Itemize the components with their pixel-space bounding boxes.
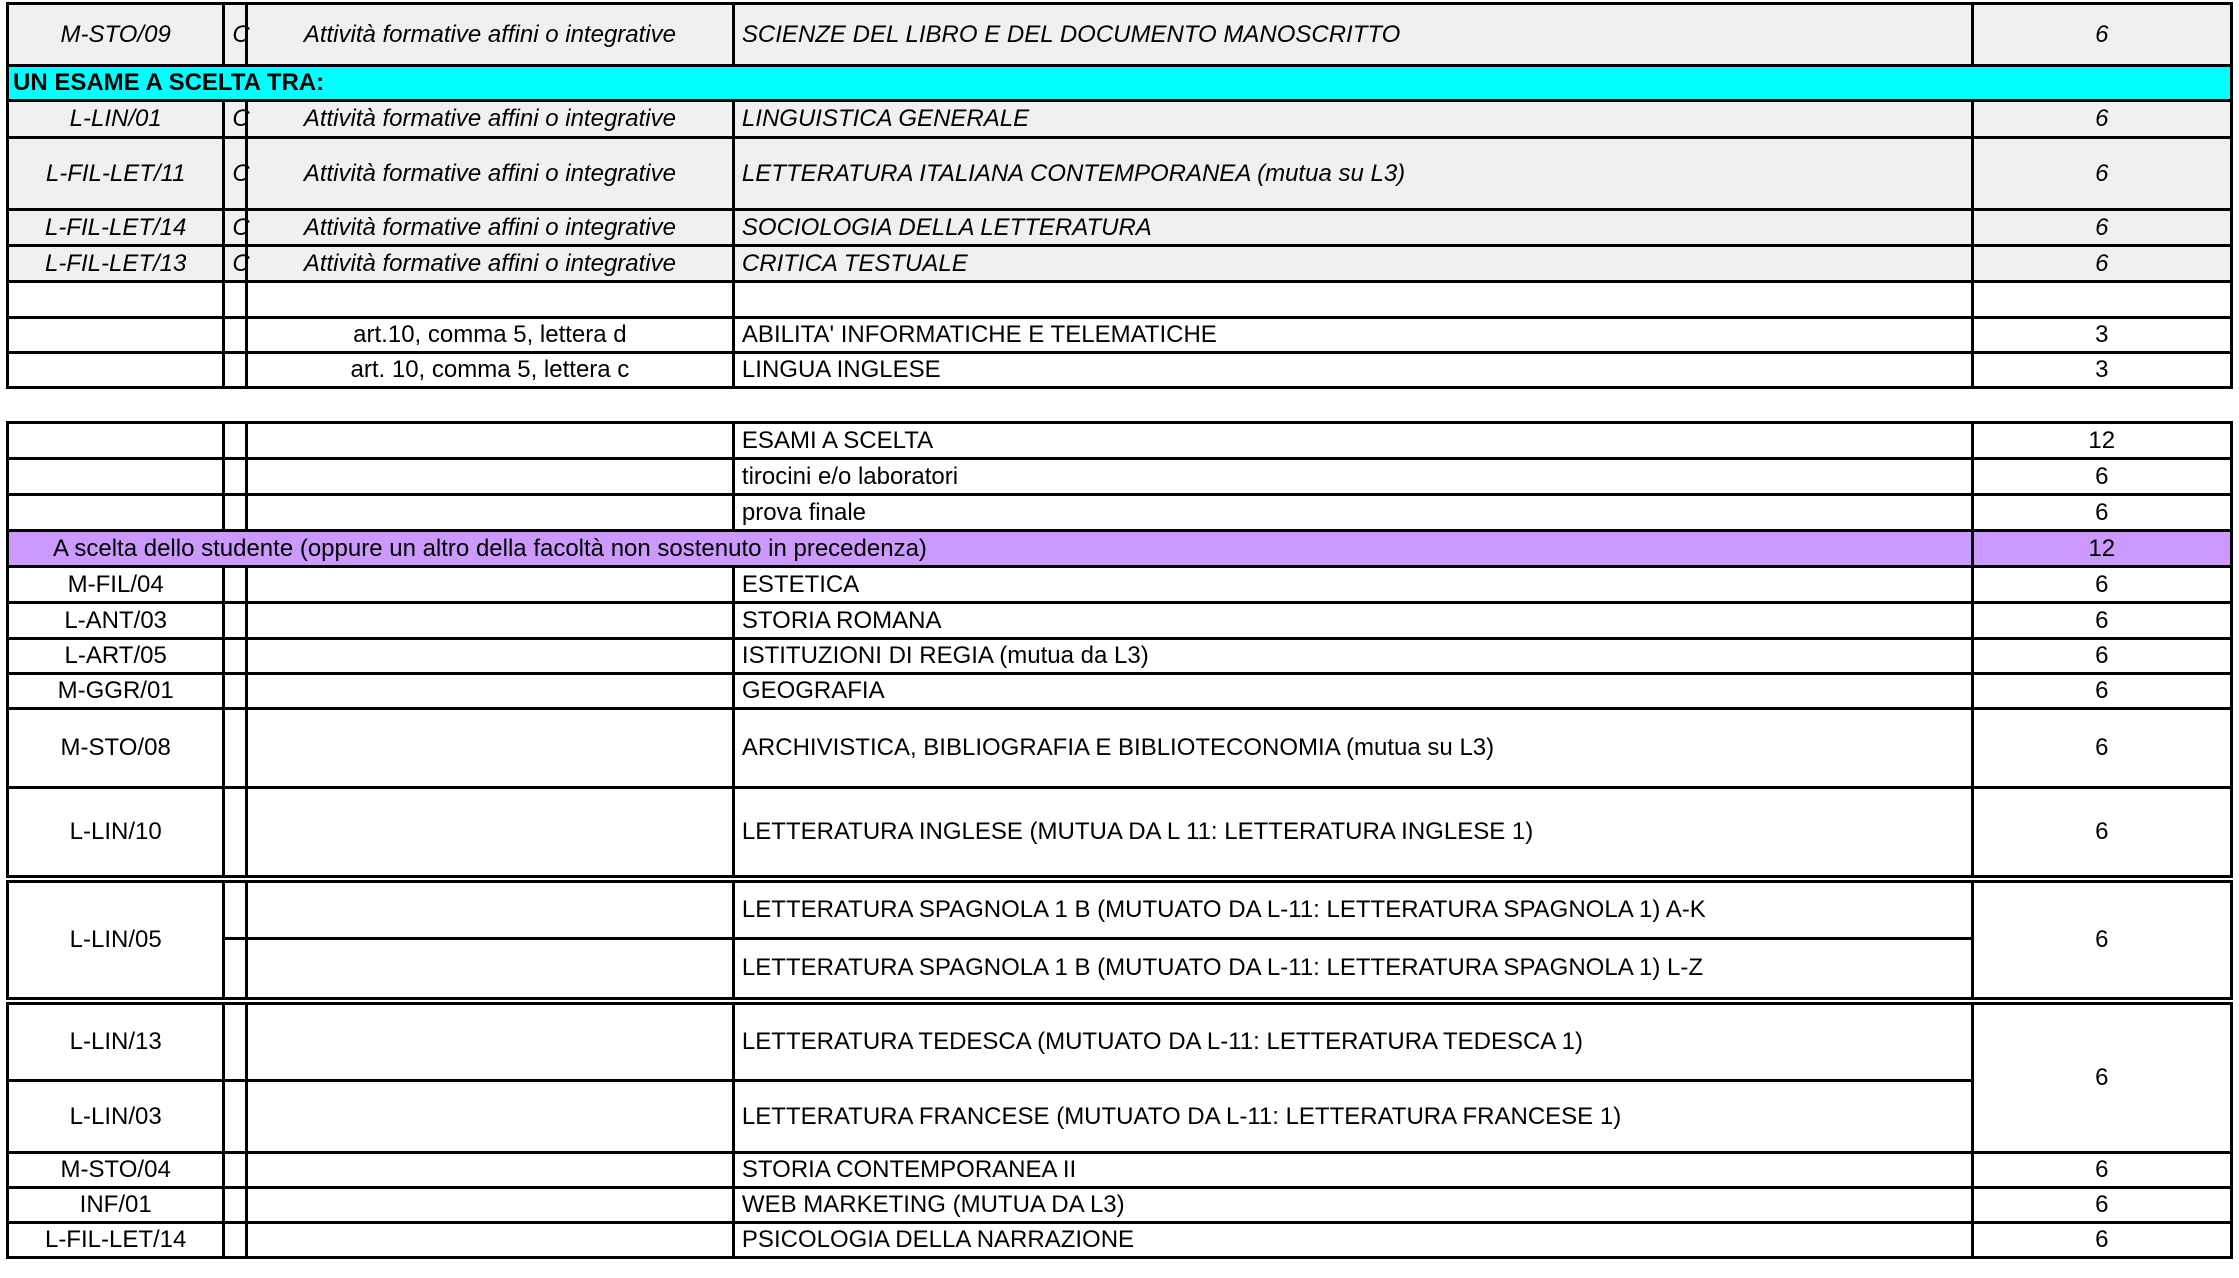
- ssd-cell: L-FIL-LET/14: [8, 1223, 224, 1258]
- ssd-cell: INF/01: [8, 1188, 224, 1223]
- ssd-cell: [8, 318, 224, 353]
- ssd-cell: [8, 459, 224, 495]
- course-cell: STORIA CONTEMPORANEA II: [733, 1153, 1972, 1188]
- activity-cell: [246, 639, 733, 674]
- course-cell: SCIENZE DEL LIBRO E DEL DOCUMENTO MANOSCRITTO: [733, 4, 1972, 66]
- table-row: [8, 318, 2232, 353]
- ssd-cell: L-LIN/05: [8, 879, 224, 1001]
- cfu-cell: [1972, 282, 2231, 318]
- type-cell: C: [224, 138, 247, 210]
- cfu-cell: 6: [1972, 1188, 2231, 1223]
- ssd-cell: L-LIN/13: [8, 1001, 224, 1081]
- section-header: UN ESAME A SCELTA TRA:: [8, 66, 2232, 101]
- cfu-cell: 12: [1972, 423, 2231, 459]
- activity-cell: art.10, comma 5, lettera d: [246, 318, 733, 353]
- table-row: [8, 4, 2232, 66]
- activity-cell: [246, 423, 733, 459]
- course-cell: LINGUISTICA GENERALE: [733, 101, 1972, 138]
- course-cell: STORIA ROMANA: [733, 603, 1972, 639]
- ssd-cell: [8, 423, 224, 459]
- course-cell: LETTERATURA SPAGNOLA 1 B (MUTUATO DA L-11: LETTERATURA SPAGNOLA 1) L-Z: [733, 939, 1972, 1001]
- table-row: [8, 1223, 2232, 1258]
- course-cell: prova finale: [733, 495, 1972, 531]
- cfu-cell: 6: [1972, 246, 2231, 282]
- course-cell: GEOGRAFIA: [733, 674, 1972, 709]
- course-cell: SOCIOLOGIA DELLA LETTERATURA: [733, 210, 1972, 246]
- cfu-cell: 6: [1972, 495, 2231, 531]
- section-header-row: [8, 66, 2232, 101]
- type-cell: C: [224, 246, 247, 282]
- cfu-cell: 3: [1972, 318, 2231, 353]
- table-row: [8, 939, 2232, 1001]
- type-cell: [224, 1081, 247, 1153]
- activity-cell: Attività formative affini o integrative: [246, 138, 733, 210]
- ssd-cell: L-ANT/03: [8, 603, 224, 639]
- type-cell: [224, 639, 247, 674]
- type-cell: [224, 1153, 247, 1188]
- activity-cell: [246, 939, 733, 1001]
- type-cell: [224, 353, 247, 388]
- activity-cell: [246, 1153, 733, 1188]
- type-cell: C: [224, 101, 247, 138]
- table-row: [8, 674, 2232, 709]
- cfu-cell: 6: [1972, 788, 2231, 879]
- activity-cell: Attività formative affini o integrative: [246, 4, 733, 66]
- type-cell: [224, 1188, 247, 1223]
- course-cell: ESTETICA: [733, 567, 1972, 603]
- course-cell: ESAMI A SCELTA: [733, 423, 1972, 459]
- ssd-cell: [8, 353, 224, 388]
- cfu-cell: 6: [1972, 459, 2231, 495]
- activity-cell: [246, 1188, 733, 1223]
- type-cell: [224, 423, 247, 459]
- table-row: [8, 495, 2232, 531]
- type-cell: [224, 495, 247, 531]
- ssd-cell: [8, 282, 224, 318]
- ssd-cell: L-FIL-LET/14: [8, 210, 224, 246]
- cfu-cell: 6: [1972, 674, 2231, 709]
- table-row: [8, 603, 2232, 639]
- course-cell: LETTERATURA FRANCESE (MUTUATO DA L-11: LETTERATURA FRANCESE 1): [733, 1081, 1972, 1153]
- activity-cell: [246, 603, 733, 639]
- type-cell: C: [224, 210, 247, 246]
- course-cell: [733, 282, 1972, 318]
- table-row: [8, 1153, 2232, 1188]
- table-row: [8, 639, 2232, 674]
- ssd-cell: L-LIN/10: [8, 788, 224, 879]
- table-row: [8, 210, 2232, 246]
- course-cell: LETTERATURA INGLESE (MUTUA DA L 11: LETTERATURA INGLESE 1): [733, 788, 1972, 879]
- type-cell: [224, 318, 247, 353]
- elective-header-row: [8, 531, 2232, 567]
- activity-cell: [246, 674, 733, 709]
- table-row: [8, 709, 2232, 788]
- cfu-cell: 3: [1972, 353, 2231, 388]
- ssd-cell: L-LIN/03: [8, 1081, 224, 1153]
- exam-table-top: [6, 2, 2233, 389]
- cfu-cell: 6: [1972, 1223, 2231, 1258]
- course-cell: LETTERATURA TEDESCA (MUTUATO DA L-11: LETTERATURA TEDESCA 1): [733, 1001, 1972, 1081]
- ssd-cell: L-ART/05: [8, 639, 224, 674]
- type-cell: [224, 1223, 247, 1258]
- course-cell: PSICOLOGIA DELLA NARRAZIONE: [733, 1223, 1972, 1258]
- table-row: [8, 879, 2232, 939]
- type-cell: [224, 1001, 247, 1081]
- table-row: [8, 101, 2232, 138]
- ssd-cell: M-GGR/01: [8, 674, 224, 709]
- type-cell: [224, 674, 247, 709]
- cfu-cell: 6: [1972, 101, 2231, 138]
- cfu-cell: 6: [1972, 567, 2231, 603]
- cfu-cell: 6: [1972, 639, 2231, 674]
- course-cell: LETTERATURA SPAGNOLA 1 B (MUTUATO DA L-11: LETTERATURA SPAGNOLA 1) A-K: [733, 879, 1972, 939]
- ssd-cell: L-LIN/01: [8, 101, 224, 138]
- activity-cell: [246, 495, 733, 531]
- elective-header: A scelta dello studente (oppure un altro della facoltà non sostenuto in precedenza): [8, 531, 1973, 567]
- course-cell: tirocini e/o laboratori: [733, 459, 1972, 495]
- ssd-cell: M-STO/08: [8, 709, 224, 788]
- cfu-cell: 6: [1972, 138, 2231, 210]
- course-cell: ISTITUZIONI DI REGIA (mutua da L3): [733, 639, 1972, 674]
- cfu-cell: 6: [1972, 210, 2231, 246]
- ssd-cell: M-FIL/04: [8, 567, 224, 603]
- activity-cell: [246, 1001, 733, 1081]
- table-row: [8, 246, 2232, 282]
- course-cell: LINGUA INGLESE: [733, 353, 1972, 388]
- cfu-cell: 6: [1972, 879, 2231, 1001]
- cfu-cell: 6: [1972, 1001, 2231, 1153]
- ssd-cell: L-FIL-LET/13: [8, 246, 224, 282]
- table-row: [8, 788, 2232, 879]
- type-cell: [224, 567, 247, 603]
- activity-cell: [246, 879, 733, 939]
- activity-cell: [246, 459, 733, 495]
- type-cell: [224, 459, 247, 495]
- activity-cell: Attività formative affini o integrative: [246, 246, 733, 282]
- activity-cell: [246, 1223, 733, 1258]
- activity-cell: Attività formative affini o integrative: [246, 101, 733, 138]
- table-row: [8, 1081, 2232, 1153]
- course-cell: CRITICA TESTUALE: [733, 246, 1972, 282]
- type-cell: [224, 709, 247, 788]
- type-cell: [224, 603, 247, 639]
- ssd-cell: M-STO/04: [8, 1153, 224, 1188]
- table-row: [8, 138, 2232, 210]
- table-row: [8, 353, 2232, 388]
- type-cell: [224, 282, 247, 318]
- cfu-cell: 6: [1972, 709, 2231, 788]
- course-cell: ARCHIVISTICA, BIBLIOGRAFIA E BIBLIOTECONOMIA (mutua su L3): [733, 709, 1972, 788]
- activity-cell: [246, 788, 733, 879]
- table-row: [8, 282, 2232, 318]
- table-row: [8, 1188, 2232, 1223]
- course-cell: ABILITA' INFORMATICHE E TELEMATICHE: [733, 318, 1972, 353]
- type-cell: [224, 788, 247, 879]
- table-row: [8, 1001, 2232, 1081]
- activity-cell: art. 10, comma 5, lettera c: [246, 353, 733, 388]
- type-cell: [224, 879, 247, 939]
- activity-cell: [246, 567, 733, 603]
- table-row: [8, 567, 2232, 603]
- exam-table-bottom: [6, 421, 2233, 1259]
- cfu-cell: 12: [1972, 531, 2231, 567]
- type-cell: C: [224, 4, 247, 66]
- table-row: [8, 423, 2232, 459]
- activity-cell: Attività formative affini o integrative: [246, 210, 733, 246]
- ssd-cell: [8, 495, 224, 531]
- cfu-cell: 6: [1972, 1153, 2231, 1188]
- course-cell: WEB MARKETING (MUTUA DA L3): [733, 1188, 1972, 1223]
- ssd-cell: M-STO/09: [8, 4, 224, 66]
- ssd-cell: L-FIL-LET/11: [8, 138, 224, 210]
- table-row: [8, 459, 2232, 495]
- activity-cell: [246, 1081, 733, 1153]
- cfu-cell: 6: [1972, 4, 2231, 66]
- activity-cell: [246, 282, 733, 318]
- cfu-cell: 6: [1972, 603, 2231, 639]
- course-cell: LETTERATURA ITALIANA CONTEMPORANEA (mutua su L3): [733, 138, 1972, 210]
- activity-cell: [246, 709, 733, 788]
- type-cell: [224, 939, 247, 1001]
